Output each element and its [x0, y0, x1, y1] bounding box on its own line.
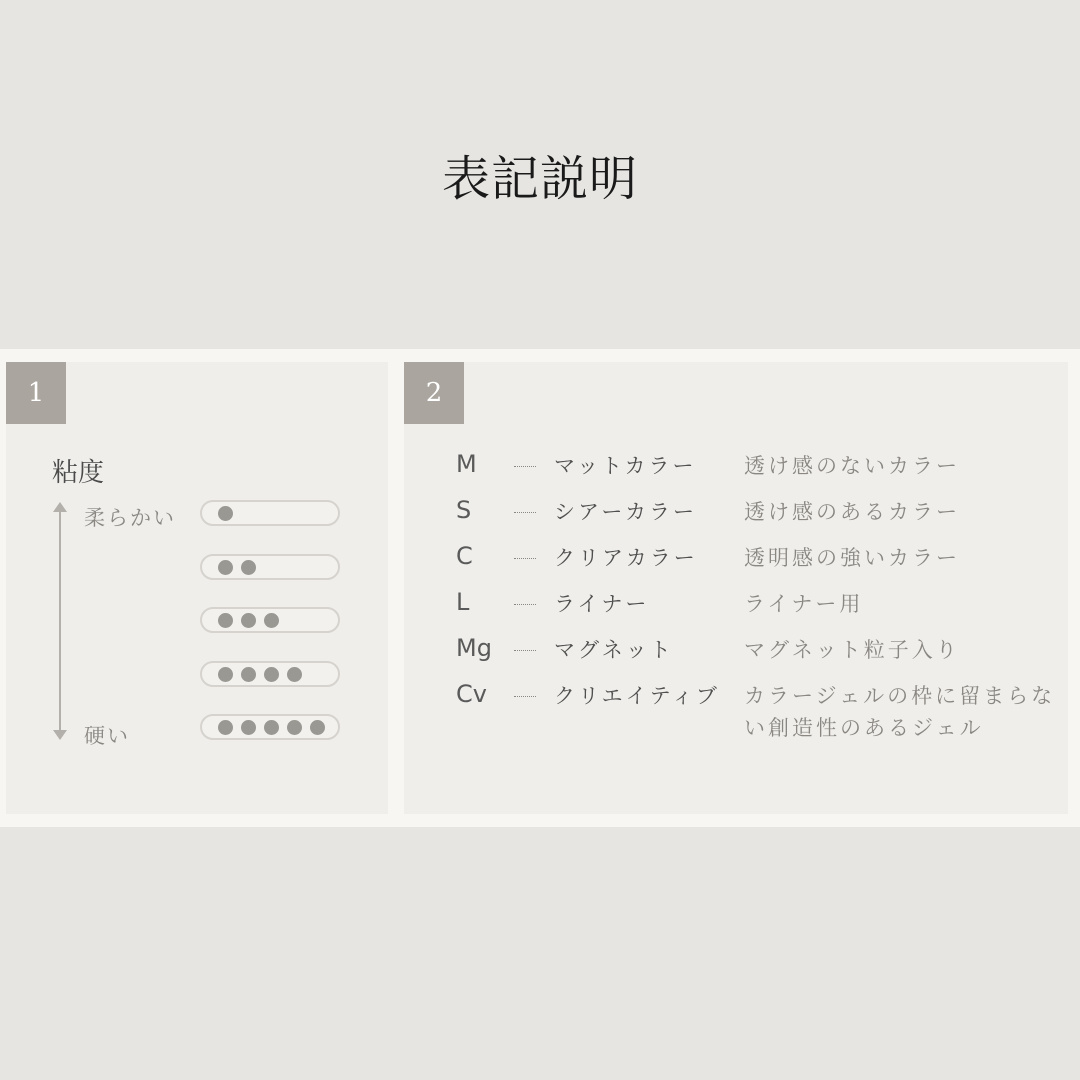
- legend-code: S: [456, 496, 472, 524]
- dot-icon: [241, 667, 256, 682]
- section-number-badge: 1: [6, 362, 66, 424]
- legend-code: Mg: [456, 634, 492, 662]
- dot-icon: [264, 667, 279, 682]
- legend-code: C: [456, 542, 473, 570]
- legend-description: 透明感の強いカラー: [744, 546, 960, 570]
- legend-name: マットカラー: [554, 454, 697, 478]
- legend-code: M: [456, 450, 477, 478]
- legend-code: L: [456, 588, 470, 616]
- legend-description: ライナー用: [744, 592, 864, 616]
- dotted-leader: [514, 558, 536, 559]
- soft-label: 柔らかい: [84, 506, 176, 530]
- legend-description: カラージェルの枠に留まらない創造性のあるジェル: [744, 684, 1056, 740]
- dotted-leader: [514, 696, 536, 697]
- dot-icon: [218, 720, 233, 735]
- dotted-leader: [514, 604, 536, 605]
- page-title: 表記説明: [441, 151, 638, 207]
- viscosity-axis: [59, 506, 61, 734]
- dotted-leader: [514, 512, 536, 513]
- section-number-badge: 2: [404, 362, 464, 424]
- dot-icon: [310, 720, 325, 735]
- legend-code: Cv: [456, 680, 487, 708]
- viscosity-level-1: [200, 500, 340, 526]
- viscosity-panel: [6, 362, 388, 814]
- dotted-leader: [514, 466, 536, 467]
- legend-description: 透け感のないカラー: [744, 454, 960, 478]
- notation-panel: [404, 362, 1068, 814]
- dot-icon: [287, 720, 302, 735]
- arrow-down-icon: [53, 730, 67, 740]
- dot-icon: [218, 560, 233, 575]
- viscosity-level-2: [200, 554, 340, 580]
- dotted-leader: [514, 650, 536, 651]
- viscosity-level-3: [200, 607, 340, 633]
- legend-name: ライナー: [554, 592, 650, 616]
- legend-description: 透け感のあるカラー: [744, 500, 960, 524]
- legend-name: クリエイティブ: [554, 684, 720, 708]
- legend-description: マグネット粒子入り: [744, 638, 960, 662]
- viscosity-level-4: [200, 661, 340, 687]
- dot-icon: [218, 506, 233, 521]
- viscosity-heading: 粘度: [52, 458, 105, 488]
- dot-icon: [241, 560, 256, 575]
- viscosity-level-5: [200, 714, 340, 740]
- dot-icon: [241, 613, 256, 628]
- legend-name: クリアカラー: [554, 546, 698, 570]
- legend-name: シアーカラー: [554, 500, 697, 524]
- dot-icon: [287, 667, 302, 682]
- legend-name: マグネット: [554, 638, 674, 662]
- dot-icon: [241, 720, 256, 735]
- dot-icon: [218, 613, 233, 628]
- hard-label: 硬い: [84, 724, 130, 748]
- dot-icon: [264, 613, 279, 628]
- dot-icon: [264, 720, 279, 735]
- dot-icon: [218, 667, 233, 682]
